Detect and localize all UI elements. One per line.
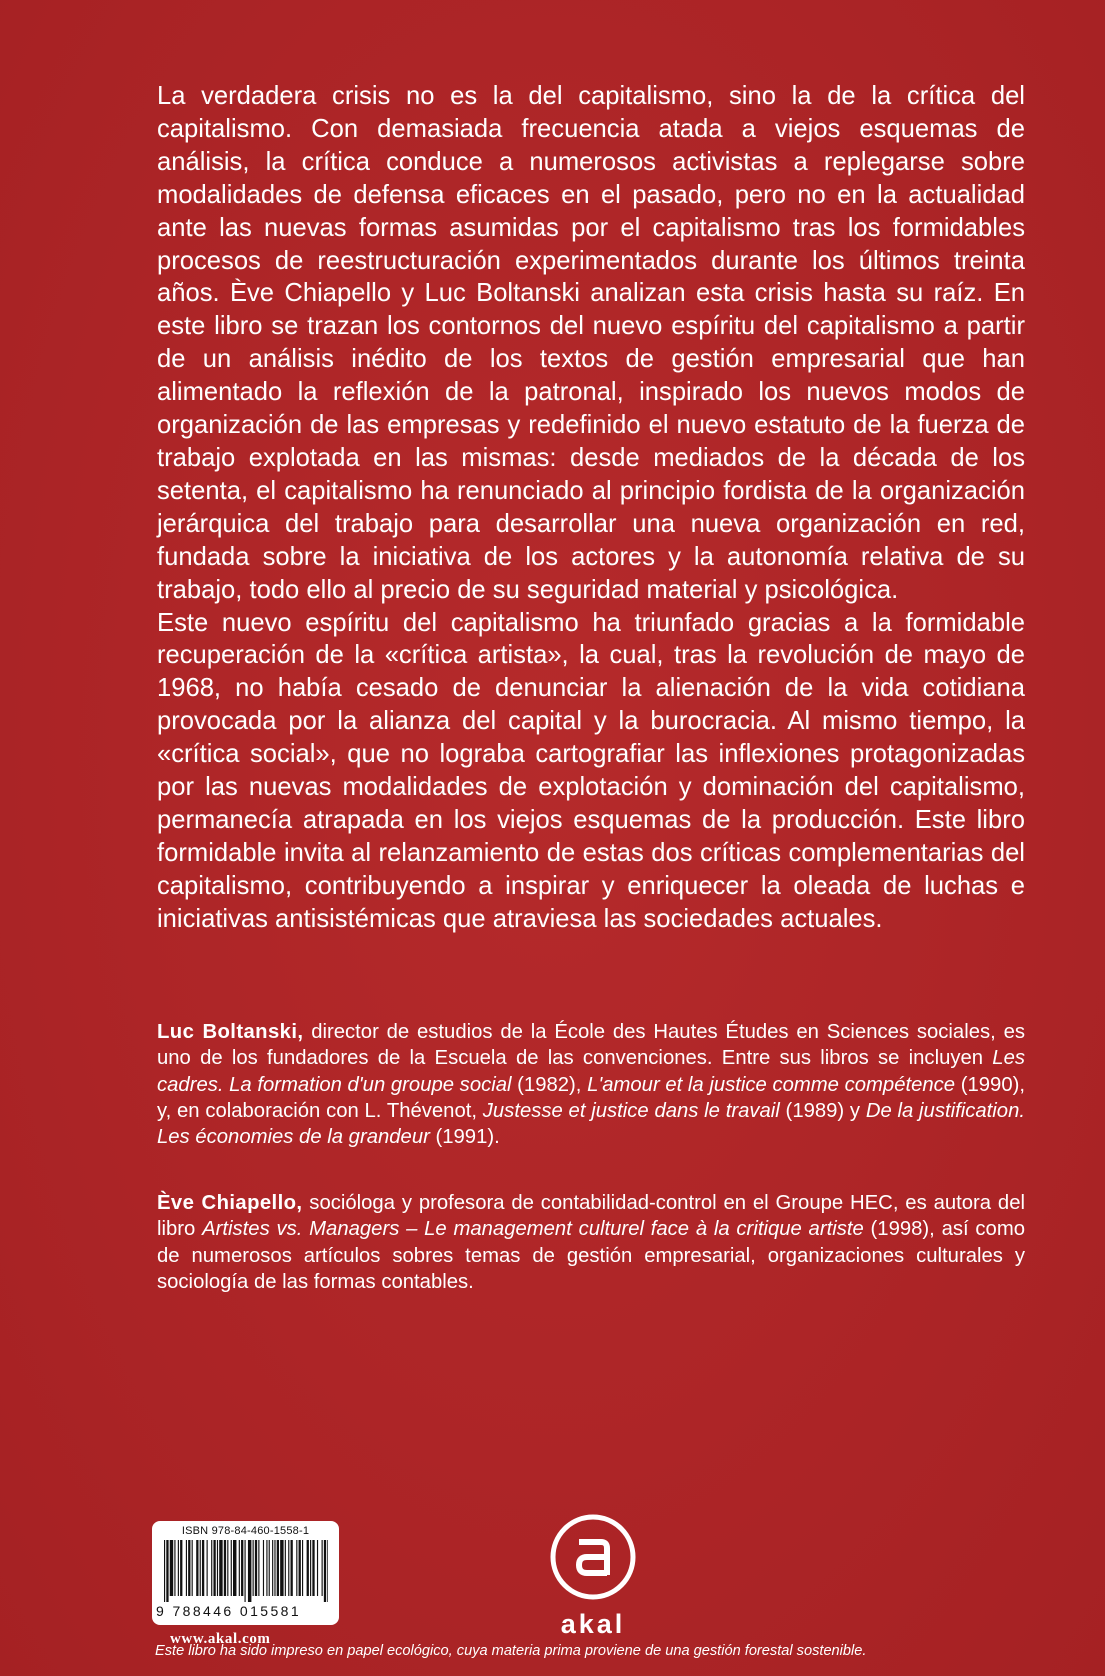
barcode-bar	[322, 1540, 323, 1596]
barcode-bar	[217, 1540, 218, 1596]
barcode-bar	[219, 1540, 222, 1596]
barcode-bar	[180, 1540, 182, 1596]
akal-logo-icon	[533, 1509, 653, 1639]
barcode-bar	[186, 1540, 187, 1596]
barcode-bar	[178, 1540, 179, 1596]
publisher-website: www.akal.com	[170, 1631, 271, 1647]
author-name: Ève Chiapello,	[157, 1192, 303, 1214]
barcode-bar	[174, 1540, 175, 1596]
book-title: Justesse et justice dans le travail	[482, 1099, 780, 1122]
barcode-bar	[288, 1540, 289, 1596]
barcode-icon	[164, 1540, 328, 1602]
barcode-bar	[285, 1540, 286, 1596]
barcode-bar	[299, 1540, 301, 1596]
author-bio-chiapello	[157, 1190, 1025, 1295]
eco-paper-note: Este libro ha sido impreso en papel ecológico, cuya materia prima proviene de una gestión forestal sostenible.	[155, 1643, 867, 1659]
logo-wordmark: akal	[560, 1609, 626, 1639]
barcode-bar	[192, 1540, 193, 1596]
bio-text: director de estudios de la École des Hautes Études en Sciences sociales, es uno de los fundadores de la Escuela de las convenciones. Entre sus libros se incluyen	[157, 1021, 1025, 1070]
barcode-bar	[307, 1540, 309, 1596]
barcode-bar	[296, 1540, 297, 1596]
barcode-bar	[213, 1540, 215, 1596]
bio-text: (1991).	[429, 1126, 500, 1149]
barcode-label	[152, 1521, 339, 1625]
barcode-bar	[170, 1540, 173, 1596]
bio-text: (1998), así como de numerosos artículos sobres temas de gestión empresarial, organizaciones culturales y sociología de las formas contables.	[157, 1218, 1025, 1293]
barcode-bar	[231, 1540, 232, 1596]
barcode-bar	[269, 1540, 270, 1596]
barcode-bar	[258, 1540, 259, 1596]
barcode-bar	[233, 1540, 236, 1596]
book-title: Artistes vs. Managers – Le management culturel face à la critique artiste	[202, 1218, 864, 1241]
author-name: Luc Boltanski,	[157, 1021, 304, 1043]
barcode-bar	[166, 1540, 168, 1602]
barcode-bar	[241, 1540, 243, 1596]
barcode-bar	[224, 1540, 226, 1596]
barcode-bar	[277, 1540, 279, 1596]
bio-text: (1989) y	[779, 1099, 866, 1122]
barcode-bar	[200, 1540, 201, 1596]
barcode-bar	[207, 1540, 208, 1596]
barcode-bar	[317, 1540, 318, 1596]
blurb	[157, 80, 1025, 936]
barcode-bar	[324, 1540, 326, 1602]
barcode-bar	[227, 1540, 228, 1596]
barcode-bar	[239, 1540, 240, 1596]
barcode-bar	[263, 1540, 264, 1596]
barcode-bar	[302, 1540, 303, 1596]
barcode-bar	[255, 1540, 257, 1596]
blurb-paragraph-1: La verdadera crisis no es la del capitalismo, sino la de la crítica del capitalismo. Con demasiada frecuencia atada a viejos esquemas de análisis, la crítica conduce a numerosos activistas a replegarse sobre modalidades de defensa eficaces en el pasado, pero no en la actualidad ante las nuevas formas asumidas por el capitalismo tras los formidables procesos de reestructuración experimentados durante los últimos treinta años. Ève Chiapello y Luc Boltanski analizan esta crisis hasta su raíz. En este libro se trazan los contornos del nuevo espíritu del capitalismo a partir de un análisis inédito de los textos de gestión empresarial que han alimentado la reflexión de la patronal, inspirado los nuevos modos de organización de las empresas y redefinido el nuevo estatuto de la fuerza de trabajo explotada en las mismas: desde mediados de la década de los setenta, el capitalismo ha renunciado al principio fordista de la organización jerárquica del trabajo para desarrollar una nueva organización en red, fundada sobre la iniciativa de los actores y la autonomía relativa de su trabajo, todo ello al precio de su seguridad material y psicológica.	[157, 82, 1025, 604]
barcode-bar	[253, 1540, 254, 1596]
bio-text: (1982),	[511, 1073, 588, 1096]
barcode-bar	[196, 1540, 198, 1596]
barcode-bar	[280, 1540, 283, 1596]
barcode-bar	[274, 1540, 275, 1596]
barcode-bar	[188, 1540, 190, 1596]
barcode-bar	[248, 1540, 251, 1602]
barcode-bar	[245, 1540, 246, 1602]
barcode-bar	[211, 1540, 212, 1596]
author-bio-boltanski	[157, 1019, 1025, 1150]
book-title: De la justification. Les économies de la grandeur	[157, 1099, 1025, 1149]
barcode-bar	[266, 1540, 267, 1596]
barcode-digits: 9 788446 015581	[156, 1603, 301, 1619]
blurb-paragraph-2: Este nuevo espíritu del capitalismo ha triunfado gracias a la formidable recuperación de la «crítica artista», la cual, tras la revolución de mayo de 1968, no había cesado de denunciar la alienación de la vida cotidiana provocada por la alianza del capital y la burocracia. Al mismo tiempo, la «crítica social», que no lograba cartografiar las inflexiones protagonizadas por las nuevas modalidades de explotación y dominación del capitalismo, permanecía atrapada en los viejos esquemas de la producción. Este libro formidable invita al relanzamiento de estas dos críticas complementarias del capitalismo, contribuyendo a inspirar y enriquecer la oleada de luchas e iniciativas antisistémicas que atraviesa las sociedades actuales.	[157, 608, 1025, 933]
barcode-bar	[312, 1540, 314, 1596]
bio-text: (1990), y, en colaboración con L. Thévenot,	[157, 1073, 1025, 1122]
barcode-bar	[327, 1540, 328, 1602]
book-title: Les cadres. La formation d'un groupe social	[157, 1047, 1025, 1096]
barcode-bar	[164, 1540, 165, 1602]
isbn-text: ISBN 978-84-460-1558-1	[181, 1525, 310, 1537]
barcode-bar	[272, 1540, 273, 1596]
book-title: L'amour et la justice comme compétence	[587, 1073, 956, 1096]
bio-text: socióloga y profesora de contabilidad-control en el Groupe HEC, es autora del libro	[157, 1192, 1025, 1241]
barcode-bar	[202, 1540, 204, 1596]
barcode-bar	[291, 1540, 293, 1596]
barcode-bar	[310, 1540, 311, 1596]
